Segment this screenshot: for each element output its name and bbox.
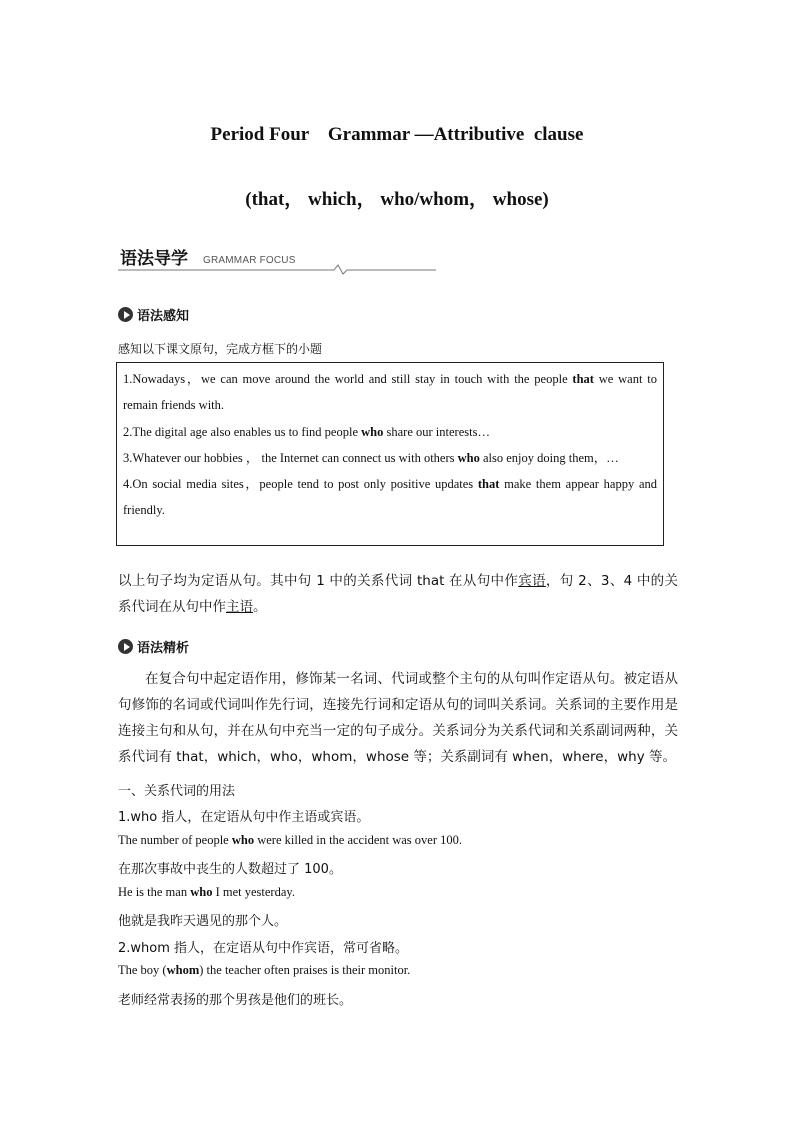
example-who-2-translation: 他就是我昨天遇见的那个人。 bbox=[118, 914, 288, 929]
play-bullet-icon bbox=[118, 639, 133, 654]
section-heading-label: 语法感知 bbox=[137, 309, 190, 324]
who-rule: 1.who 指人，在定语从句中作主语或宾语。 bbox=[118, 810, 370, 825]
example-who-2: He is the man who I met yesterday. bbox=[118, 885, 295, 899]
example-whom-1-translation: 老师经常表扬的那个男孩是他们的班长。 bbox=[118, 993, 353, 1008]
intro-paragraph: 在复合句中起定语作用，修饰某一名词、代词或整个主句的从句叫作定语从句。被定语从句修饰的名词或代词叫作先行词，连接先行词和定语从句的词叫关系词。关系词的主要作用是连接主句和从句，并在从句中充当一定的句子成分。关系词分为关系代词和关系副词两种，关系代词有 that，which，who，whom，whose 等；关系副词有 when，where，why 等。 bbox=[118, 671, 678, 765]
section-heading-perception bbox=[118, 305, 189, 324]
play-bullet-icon bbox=[118, 307, 133, 322]
summary-paragraph: 以上句子均为定语从句。其中句 1 中的关系代词 that 在从句中作宾语，句 2、3、4 中的关系代词在从句中作主语。 bbox=[118, 573, 679, 615]
example-who-1: The number of people who were killed in the accident was over 100. bbox=[118, 833, 463, 847]
example-sentence-3: 3.Whatever our hobbies ， the Internet can connect us with others who also enjoy doing them，… bbox=[123, 450, 619, 465]
section-heading-analysis bbox=[118, 637, 189, 656]
usage-heading: 一、关系代词的用法 bbox=[118, 784, 236, 799]
instruction-note: 感知以下课文原句，完成方框下的小题 bbox=[118, 342, 323, 356]
example-sentence-2: 2.The digital age also enables us to find people who share our interests… bbox=[123, 424, 490, 439]
example-sentence-1: 1.Nowadays，we can move around the world and still stay in touch with the people that we want to remain friends with. bbox=[123, 372, 657, 413]
grammar-focus-banner bbox=[118, 244, 436, 276]
whom-rule: 2.whom 指人，在定语从句中作宾语，常可省略。 bbox=[118, 941, 409, 956]
example-who-1-translation: 在那次事故中丧生的人数超过了 100。 bbox=[118, 862, 342, 877]
section-heading-label: 语法精析 bbox=[137, 641, 190, 656]
banner-subtitle: GRAMMAR FOCUS bbox=[203, 255, 296, 266]
page-title: Period Four Grammar —Attributive clause bbox=[210, 124, 584, 145]
example-whom-1: The boy (whom) the teacher often praises is their monitor. bbox=[118, 963, 411, 977]
page-subtitle: (that， which， who/whom， whose) bbox=[245, 189, 549, 210]
example-sentence-4: 4.On social media sites，people tend to post only positive updates that make them appear happy and friendly. bbox=[123, 477, 658, 518]
banner-title: 语法导学 bbox=[120, 249, 188, 269]
example-sentences-box bbox=[116, 362, 664, 546]
